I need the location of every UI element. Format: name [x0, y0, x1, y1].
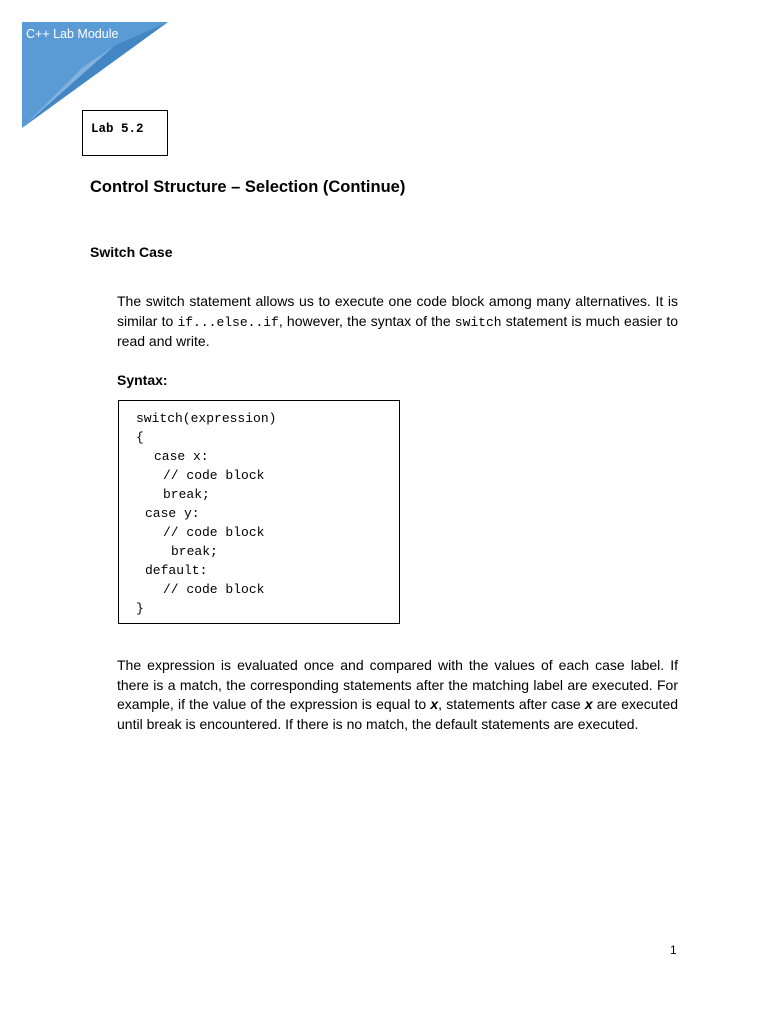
explanation-paragraph [117, 656, 678, 734]
inline-code-switch: switch [454, 314, 502, 330]
section-heading: Switch Case [90, 244, 173, 260]
lab-number-box [82, 110, 168, 156]
code-line: case x: [154, 449, 209, 464]
code-line: default: [145, 563, 208, 578]
page-title: Control Structure – Selection (Continue) [90, 178, 406, 196]
explanation-text-3: are executed until break is encountered. If there is no match, the default statements are executed. [117, 696, 679, 732]
code-line: } [136, 601, 144, 616]
code-line: case y: [145, 506, 200, 521]
lab-number: Lab 5.2 [91, 122, 144, 136]
intro-text-1: The switch statement allows us to execute one code block among many alternatives. It is similar to [117, 293, 678, 329]
emphasis-x: x [430, 696, 439, 712]
emphasis-x: x [584, 696, 593, 712]
intro-paragraph [117, 292, 678, 352]
code-line: // code block [163, 468, 265, 483]
code-line: break; [163, 487, 210, 502]
page-number: 1 [670, 943, 677, 957]
intro-text-3: statement is much easier to read and write. [117, 312, 678, 349]
code-line: // code block [163, 525, 265, 540]
code-line: // code block [163, 582, 265, 597]
banner-title: C++ Lab Module [26, 27, 119, 41]
inline-code-ifelse: if...else..if [177, 314, 279, 330]
explanation-text-1: The expression is evaluated once and compared with the values of each case label. If there is a match, the corresponding statements after the matching label are executed. For example, if the value of the expression is equal to [117, 657, 678, 712]
code-line: switch(expression) [136, 411, 277, 426]
code-block [118, 400, 400, 624]
explanation-text-2: , statements after case [438, 696, 585, 712]
intro-text-2: , however, the syntax of the [278, 312, 455, 329]
code-line: { [136, 430, 144, 445]
syntax-label: Syntax: [117, 372, 168, 388]
code-line: break; [171, 544, 218, 559]
